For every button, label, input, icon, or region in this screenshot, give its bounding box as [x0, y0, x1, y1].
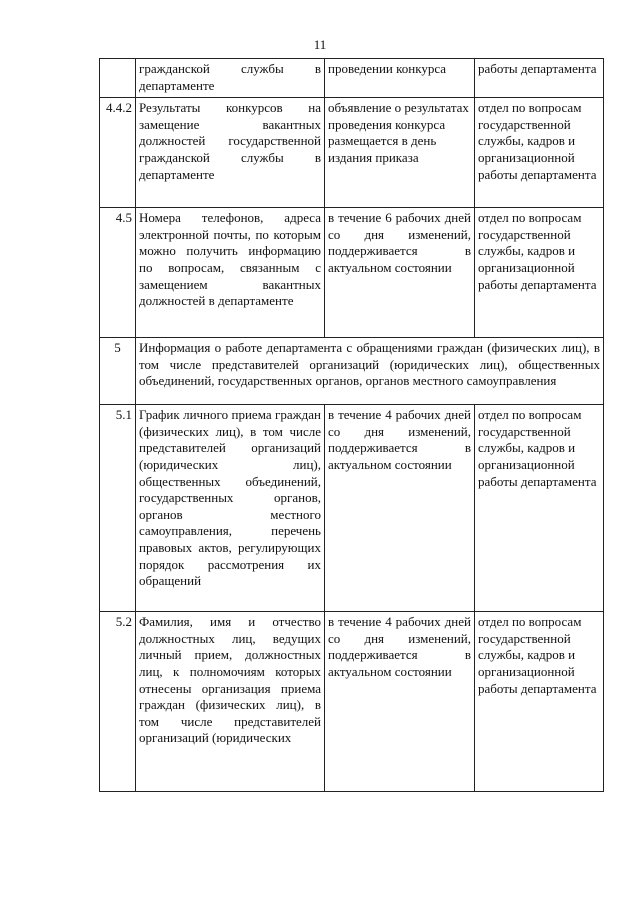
row-number-cell: 4.5 [100, 208, 136, 338]
table-row [100, 405, 604, 612]
row-number-cell: 5 [100, 338, 136, 405]
term-cell: в течение 4 рабочих дней со дня изменений, поддерживается в актуальном состоянии [325, 612, 475, 792]
table-row [100, 612, 604, 792]
responsible-cell: отдел по вопросам государственной службы, кадров и организационной работы департамента [475, 612, 604, 792]
section-heading-cell: Информация о работе департамента с обращениями граждан (физических лиц), в том числе представителей организаций (юридических лиц), общественных объединений, государственных органов, органов местного самоуправления [136, 338, 604, 405]
page-number: 11 [313, 37, 327, 52]
table-row-section [100, 338, 604, 405]
table-row [100, 98, 604, 208]
row-number-cell: 5.2 [100, 612, 136, 792]
info-cell: гражданской службы в департаменте [136, 59, 325, 98]
row-number-cell [100, 59, 136, 98]
info-cell: График личного приема граждан (физических лиц), в том числе представителей организаций (юридических лиц), общественных объединений, государственных органов, органов местного самоуправления, перечень правовых актов, регулирующих порядок рассмотрения их обращений [136, 405, 325, 612]
info-cell: Номера телефонов, адреса электронной почты, по которым можно получить информацию по вопросам, связанным с замещением вакантных должностей в департаменте [136, 208, 325, 338]
info-cell: Результаты конкурсов на замещение вакантных должностей государственной гражданской службы в департаменте [136, 98, 325, 208]
responsible-cell: отдел по вопросам государственной службы, кадров и организационной работы департамента [475, 405, 604, 612]
row-number-cell: 4.4.2 [100, 98, 136, 208]
info-cell: Фамилия, имя и отчество должностных лиц, ведущих личный прием, должностных лиц, к полномочиям которых отнесены организация приема граждан (физических лиц), в том числе представителей организаций (юридических [136, 612, 325, 792]
table-row [100, 208, 604, 338]
row-number-cell: 5.1 [100, 405, 136, 612]
responsible-cell: отдел по вопросам государственной службы, кадров и организационной работы департамента [475, 208, 604, 338]
term-cell: в течение 4 рабочих дней со дня изменений, поддерживается в актуальном состоянии [325, 405, 475, 612]
info-table [99, 58, 604, 792]
table-row [100, 59, 604, 98]
term-cell: объявление о результатах проведения конкурса размещается в день издания приказа [325, 98, 475, 208]
term-cell: в течение 6 рабочих дней со дня изменений, поддерживается в актуальном состоянии [325, 208, 475, 338]
responsible-cell: работы департамента [475, 59, 604, 98]
term-cell: проведении конкурса [325, 59, 475, 98]
responsible-cell: отдел по вопросам государственной службы, кадров и организационной работы департамента [475, 98, 604, 208]
